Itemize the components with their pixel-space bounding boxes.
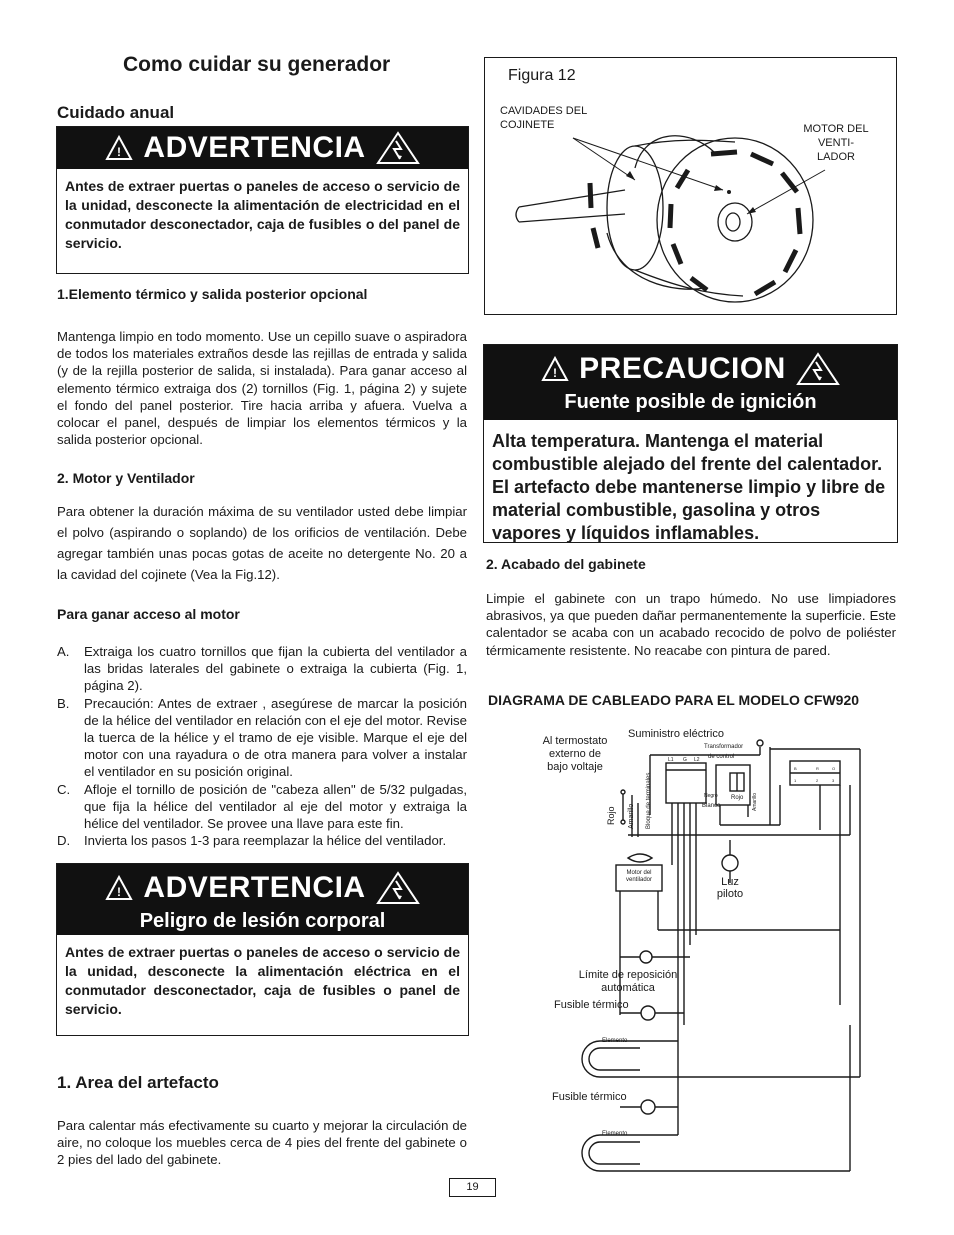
label-thermostat: Al termostato externo de bajo voltaje [542, 735, 608, 773]
page-title: Como cuidar su generador [123, 53, 391, 76]
caution-subtitle-bar [484, 389, 897, 420]
text-cabinet-finish: Limpie el gabinete con un trapo húmedo. No use limpiadores abrasivos, ya que pueden dañar permanentemente la superficie. Este calentador se acaba con un acabado recocido de polvo de poliéster térmicamente resistente. No reacabe con pintura de pared. [486, 591, 896, 658]
section-annual-care: Cuidado anual [57, 103, 175, 122]
svg-text:O: O [832, 766, 836, 771]
heading-wiring-diagram: DIAGRAMA DE CABLEADO PARA EL MODELO CFW920 [488, 692, 860, 708]
label-yellow: Amarillo [628, 803, 635, 829]
label-thermal-fuse-2: Fusible térmico [552, 1091, 627, 1103]
label-pilot-light: Luz piloto [716, 876, 744, 900]
warning-text: Antes de extraer puertas o paneles de acceso o servicio de la unidad, desconecte la alimentación de electricidad en el conmutador desconectador, caja de fusibles o del panel de servicio. [65, 178, 460, 251]
warning-triangle-icon [105, 875, 133, 901]
label-red: Rojo [606, 806, 616, 825]
access-step: D. Invierta los pasos 1-3 para reemplazar la hélice del ventilador. [57, 833, 447, 849]
label-fan-motor: Motor del ventilador [625, 870, 652, 883]
access-step: A. Extraiga los cuatro tornillos que fijan la cubierta del ventilador a las bridas laterales del gabinete o extraiga la cubierta (Fig. 1, página 2). [57, 644, 467, 694]
warning-text: Antes de extraer puertas o paneles de acceso o servicio de la unidad, desconecte la alimentación eléctrica en el conmutador desconectador, caja de fusibles o panel de servicio. [65, 944, 460, 1017]
heading-motor-fan: 2. Motor y Ventilador [57, 470, 195, 486]
wiring-schematic-lines [520, 725, 900, 1175]
caution-subtitle: Fuente posible de ignición [564, 391, 817, 413]
svg-text:!: ! [553, 366, 558, 380]
fan-motor-drawing [485, 58, 895, 313]
svg-text:3: 3 [832, 778, 835, 783]
text-appliance-area: Para calentar más efectivamente su cuarto y mejorar la circulación de aire, no coloque los muebles cerca de 4 pies del frente del gabinete o 2 pies del lado del gabinete. [57, 1118, 467, 1168]
electric-hazard-icon [796, 352, 840, 386]
access-step: C. Afloje el tornillo de posición de "cabeza allen" de 5/32 pulgadas, que fija la hélice del ventilador al eje del motor y extraiga la hélice del ventilador. Se provee una llave para este fin. [57, 781, 467, 832]
label-red-2: Rojo [731, 795, 744, 801]
svg-text:R: R [816, 766, 819, 771]
caution-text: Alta temperatura. Mantenga el material combustible alejado del frente del calentador. El artefacto debe mantenerse limpio y libre de material combustible, gasolina y otros vapores y líquidos inflamables. [492, 431, 886, 543]
page-number: 19 [449, 1178, 496, 1197]
access-step: B. Precaución: Antes de extraer , asegúrese de marcar la posición de la hélice del ventilador en relación con el eje del motor. Revise la tuerca de la hélice y el tramo de eje visible. Marque el eje del motor con una rayadura o de otra manera para volver a instalar el ventilador en su posición original. [57, 695, 467, 780]
access-steps-list [57, 643, 467, 849]
label-white: Blanco [702, 803, 721, 809]
label-element-1: Elemento [602, 1038, 628, 1044]
electric-hazard-icon [376, 131, 420, 165]
label-l2: L2 [694, 757, 700, 763]
warning-subtitle-bar [57, 910, 468, 935]
wiring-diagram [520, 725, 900, 1175]
svg-text:B: B [794, 766, 797, 771]
caution-header [484, 345, 897, 389]
label-yellow-2: Amarillo [752, 792, 758, 811]
label-transformer-2: de control [708, 754, 735, 760]
caution-title: PRECAUCION [579, 352, 786, 385]
warning-box-disconnect [56, 126, 469, 274]
heading-appliance-area: 1. Area del artefacto [57, 1073, 219, 1092]
svg-text:!: ! [117, 885, 122, 899]
label-transformer: Transformador [704, 744, 744, 750]
caution-box-ignition [483, 344, 898, 543]
text-heating-element: Mantenga limpio en todo momento. Use un cepillo suave o aspiradora de todos los materiales extraños desde las rejillas de entrada y salida (y de la rejilla posterior de salida, si instalada). Para ganar acceso al elemento térmico extraiga dos (2) tornillos (Fig. 1, página 2) y sujete el fondo del panel posterior. Tire hacia arriba y afuera. Vuelva a colocar el panel, después de limpiar los elementos térmicos y la salida posterior opcional. [57, 329, 467, 448]
label-thermal-fuse-1: Fusible térmico [554, 999, 629, 1011]
callout-fan-motor: MOTOR DEL VENTI- LADOR [803, 123, 869, 163]
warning-triangle-icon [105, 135, 133, 161]
svg-text:1: 1 [794, 778, 797, 783]
warning-box-injury [56, 863, 469, 1036]
label-g: G [683, 757, 687, 763]
warning-title: ADVERTENCIA [143, 131, 366, 164]
heading-cabinet-finish: 2. Acabado del gabinete [486, 556, 646, 572]
electric-hazard-icon [376, 871, 420, 905]
label-element-2: Elemento [602, 1131, 628, 1137]
label-black: Negro [704, 793, 718, 799]
svg-text:!: ! [117, 145, 122, 159]
heading-heating-element: 1.Elemento térmico y salida posterior opcional [57, 286, 368, 302]
text-motor-fan: Para obtener la duración máxima de su ventilador usted debe limpiar el polvo (aspirando o soplando) de los orificios de ventilación. Debe agregar también unas pocas gotas de aceite no detergente No. 20 a la cavidad del cojinete (Vea la Fig.12). [57, 504, 467, 582]
warning-header [57, 864, 468, 910]
warning-title: ADVERTENCIA [143, 871, 366, 904]
label-l1: L1 [668, 757, 674, 763]
figure-label: Figura 12 [508, 67, 576, 84]
label-terminal-block: Bloque de terminales [646, 772, 652, 829]
warning-triangle-icon [541, 356, 569, 382]
label-auto-reset-limit: Límite de reposición automática [578, 969, 678, 994]
warning-subtitle: Peligro de lesión corporal [139, 910, 386, 932]
callout-bearing-cavities: CAVIDADES DEL COJINETE [500, 105, 588, 131]
figure-12-frame [484, 57, 897, 315]
svg-text:2: 2 [816, 778, 819, 783]
warning-header [57, 127, 468, 169]
heading-motor-access: Para ganar acceso al motor [57, 606, 240, 622]
label-power-supply: Suministro eléctrico [628, 728, 724, 740]
